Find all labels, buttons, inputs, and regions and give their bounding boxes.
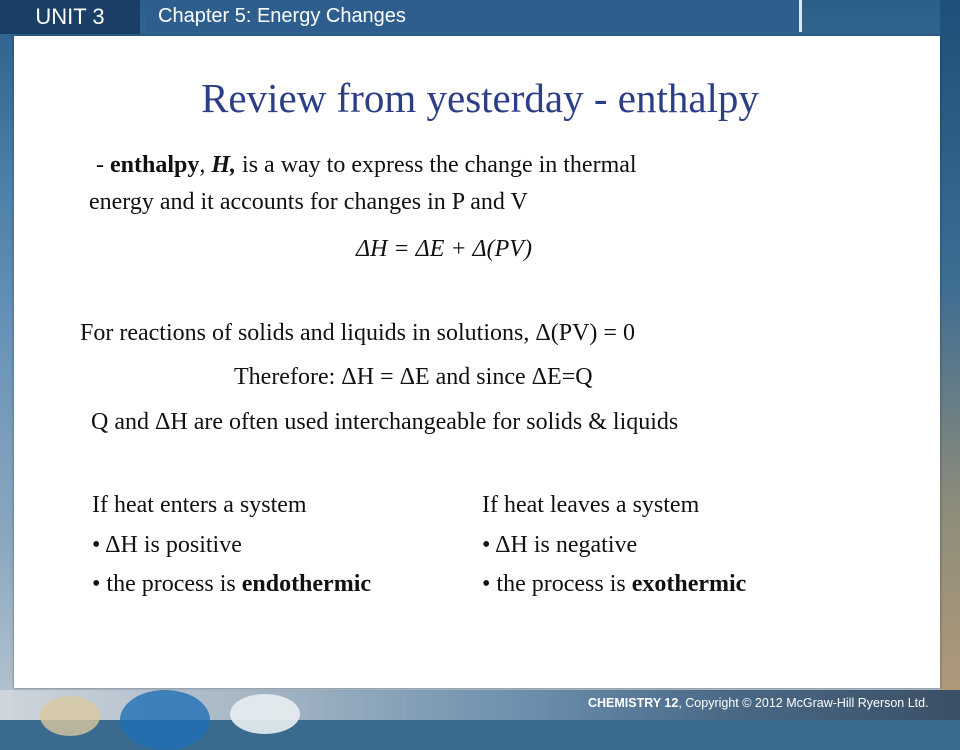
definition-rest: is a way to express the change in thermal [236,152,637,178]
definition-comma: , [199,152,212,178]
chapter-label: Chapter 5: Energy Changes [158,4,406,27]
definition-symbol: H, [211,152,237,178]
chapter-tab [146,0,802,32]
definition-line-1 [96,152,637,179]
unit-tab [0,0,140,34]
decorative-molecule [120,690,210,750]
right-column-bullet-1: • ΔH is negative [482,532,638,558]
right-column-heading: If heat leaves a system [482,492,700,518]
definition-line-2: energy and it accounts for changes in P and V [89,189,528,215]
solutions-line: For reactions of solids and liquids in solutions, Δ(PV) = 0 [80,320,635,346]
interchangeable-line: Q and ΔH are often used interchangeable for solids & liquids [91,409,679,435]
footer-copyright [588,696,929,710]
exothermic-term: exothermic [631,571,747,597]
definition-dash: - [96,152,110,178]
left-column-bullet-2: • the process is endothermic [92,571,372,597]
enthalpy-equation: ΔH = ΔE + Δ(PV) [356,236,532,262]
right-column-bullet-2: • the process is exothermic [482,571,747,597]
definition-term: enthalpy [110,152,200,178]
decorative-molecule [230,694,300,734]
left-column-bullet-1: • ΔH is positive [92,532,242,558]
unit-label: UNIT 3 [35,4,105,29]
slide-title: Review from yesterday - enthalpy [201,75,759,121]
decorative-molecule [40,696,100,736]
left-column-heading: If heat enters a system [92,492,307,518]
therefore-line: Therefore: ΔH = ΔE and since ΔE=Q [234,364,593,390]
footer-copyright-text: , Copyright © 2012 McGraw-Hill Ryerson Ltd. [678,696,929,710]
footer-brand: CHEMISTRY 12 [588,696,679,710]
endothermic-term: endothermic [241,571,372,597]
